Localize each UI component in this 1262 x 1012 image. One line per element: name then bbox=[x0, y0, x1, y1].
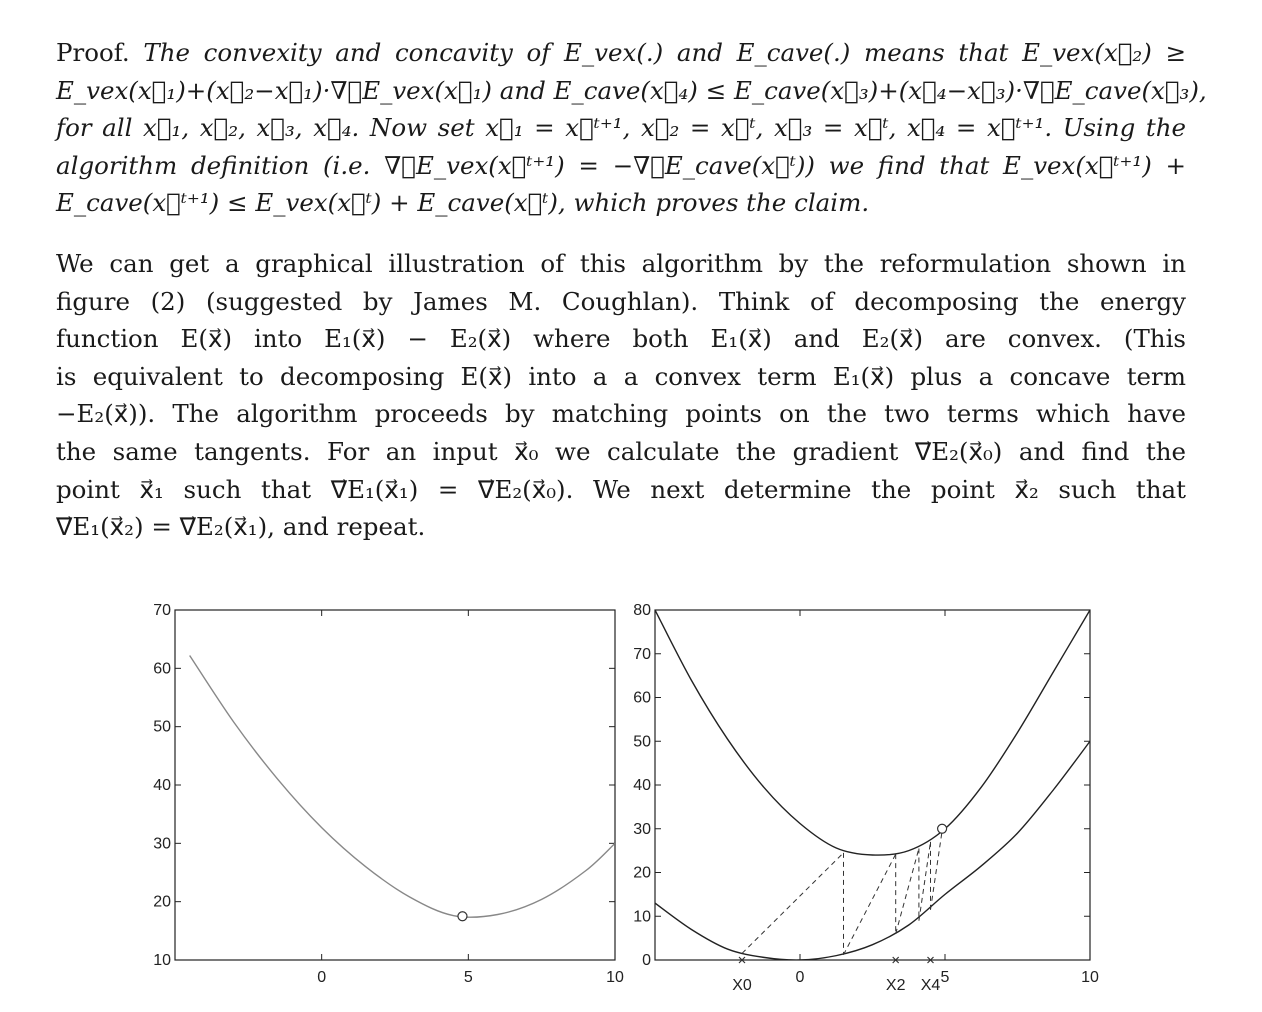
body-paragraph bbox=[56, 245, 1186, 546]
right-plot-dashed-segment bbox=[896, 848, 919, 933]
right-plot-ytick-label: 50 bbox=[633, 733, 651, 751]
proof-line-2: E_vex(x⃗₁)+(x⃗₂−x⃗₁)·∇⃗E_vex(x⃗₁) and E_cave(x⃗₄) ≤ E_cave(x⃗₃)+(x⃗₄−x⃗₃)·∇⃗E_cave(x⃗₃), bbox=[56, 75, 1207, 105]
left-plot-xtick-label: 0 bbox=[317, 969, 327, 986]
left-plot-xtick-label: 5 bbox=[463, 969, 473, 986]
proof-line-1 bbox=[56, 34, 1186, 72]
left-plot-series-line-1 bbox=[190, 656, 615, 918]
right-plot-ytick-label: 30 bbox=[633, 820, 651, 838]
proof-paragraph bbox=[56, 34, 1207, 222]
right-plot bbox=[633, 602, 1099, 994]
body-line-7: point x⃗₁ such that ∇⃗E₁(x⃗₁) = ∇⃗E₂(x⃗₀). We next determine the point x⃗₂ such that bbox=[56, 474, 1186, 504]
right-plot-ytick-label: 40 bbox=[633, 777, 651, 794]
right-plot-series-line-2 bbox=[655, 741, 1090, 960]
body-line-4: is equivalent to decomposing E(x⃗) into a a convex term E₁(x⃗) plus a concave term bbox=[56, 361, 1186, 391]
proof-line-5: E_cave(x⃗ᵗ⁺¹) ≤ E_vex(x⃗ᵗ) + E_cave(x⃗ᵗ), which proves the claim. bbox=[56, 188, 870, 218]
left-plot-ytick-label: 70 bbox=[153, 602, 171, 619]
left-plot-ytick-label: 50 bbox=[153, 718, 171, 736]
left-plot bbox=[153, 602, 624, 986]
right-plot-ytick-label: 80 bbox=[633, 602, 651, 619]
right-plot-dashed-segment bbox=[844, 854, 896, 955]
proof-label: Proof. bbox=[56, 38, 130, 67]
left-plot-ytick-label: 40 bbox=[153, 777, 171, 794]
right-plot-annotation: X2 bbox=[885, 977, 906, 994]
right-plot-xtick-label: 0 bbox=[795, 969, 805, 986]
proof-line-3: for all x⃗₁, x⃗₂, x⃗₃, x⃗₄. Now set x⃗₁ = x⃗ᵗ⁺¹, x⃗₂ = x⃗ᵗ, x⃗₃ = x⃗ᵗ, x⃗₄ = x⃗ᵗ⁺¹. Using the bbox=[56, 113, 1186, 143]
left-plot-axes-box bbox=[175, 610, 615, 960]
figure-2 bbox=[110, 596, 1110, 996]
proof-line-4: algorithm definition (i.e. ∇⃗E_vex(x⃗ᵗ⁺¹) = −∇⃗E_cave(x⃗ᵗ)) we find that E_vex(x⃗ᵗ⁺¹) + bbox=[56, 150, 1186, 180]
right-plot-axes-box bbox=[655, 610, 1090, 960]
body-line-6: the same tangents. For an input x⃗₀ we calculate the gradient ∇⃗E₂(x⃗₀) and find the bbox=[56, 436, 1186, 466]
right-plot-ytick-label: 0 bbox=[642, 952, 651, 969]
right-plot-circle-marker bbox=[938, 824, 947, 833]
left-plot-ytick-label: 10 bbox=[153, 952, 171, 969]
left-plot-plot-area bbox=[190, 656, 615, 918]
proof-line-1-text: The convexity and concavity of E_vex(.) and E_cave(.) means that E_vex(x⃗₂) ≥ bbox=[143, 38, 1187, 67]
right-plot-series-line-1 bbox=[655, 610, 1090, 855]
body-line-3: function E(x⃗) into E₁(x⃗) − E₂(x⃗) where both E₁(x⃗) and E₂(x⃗) are convex. (This bbox=[56, 324, 1186, 354]
right-plot-annotation: X4 bbox=[920, 977, 941, 994]
right-plot-plot-area bbox=[655, 610, 1090, 960]
right-plot-ytick-label: 10 bbox=[633, 908, 651, 926]
body-line-5: −E₂(x⃗)). The algorithm proceeds by matching points on the two terms which have bbox=[56, 399, 1186, 429]
left-plot-ytick-label: 60 bbox=[153, 660, 171, 678]
left-plot-circle-marker bbox=[458, 912, 467, 921]
body-line-2: figure (2) (suggested by James M. Coughlan). Think of decomposing the energy bbox=[56, 286, 1186, 316]
body-line-8: ∇⃗E₁(x⃗₂) = ∇⃗E₂(x⃗₁), and repeat. bbox=[56, 512, 426, 542]
right-plot-annotation: X0 bbox=[732, 977, 752, 994]
right-plot-ytick-label: 20 bbox=[633, 864, 651, 882]
right-plot-xtick-label: 5 bbox=[940, 969, 950, 986]
right-plot-xtick-label: 10 bbox=[1081, 969, 1099, 986]
body-line-1: We can get a graphical illustration of this algorithm by the reformulation shown in bbox=[56, 249, 1186, 278]
left-plot-ytick-label: 30 bbox=[153, 835, 171, 853]
right-plot-ytick-label: 60 bbox=[633, 689, 651, 707]
left-plot-ytick-label: 20 bbox=[153, 893, 171, 911]
left-plot-xtick-label: 10 bbox=[606, 969, 624, 986]
right-plot-dashed-segment bbox=[742, 853, 844, 954]
right-plot-ytick-label: 70 bbox=[633, 645, 651, 663]
